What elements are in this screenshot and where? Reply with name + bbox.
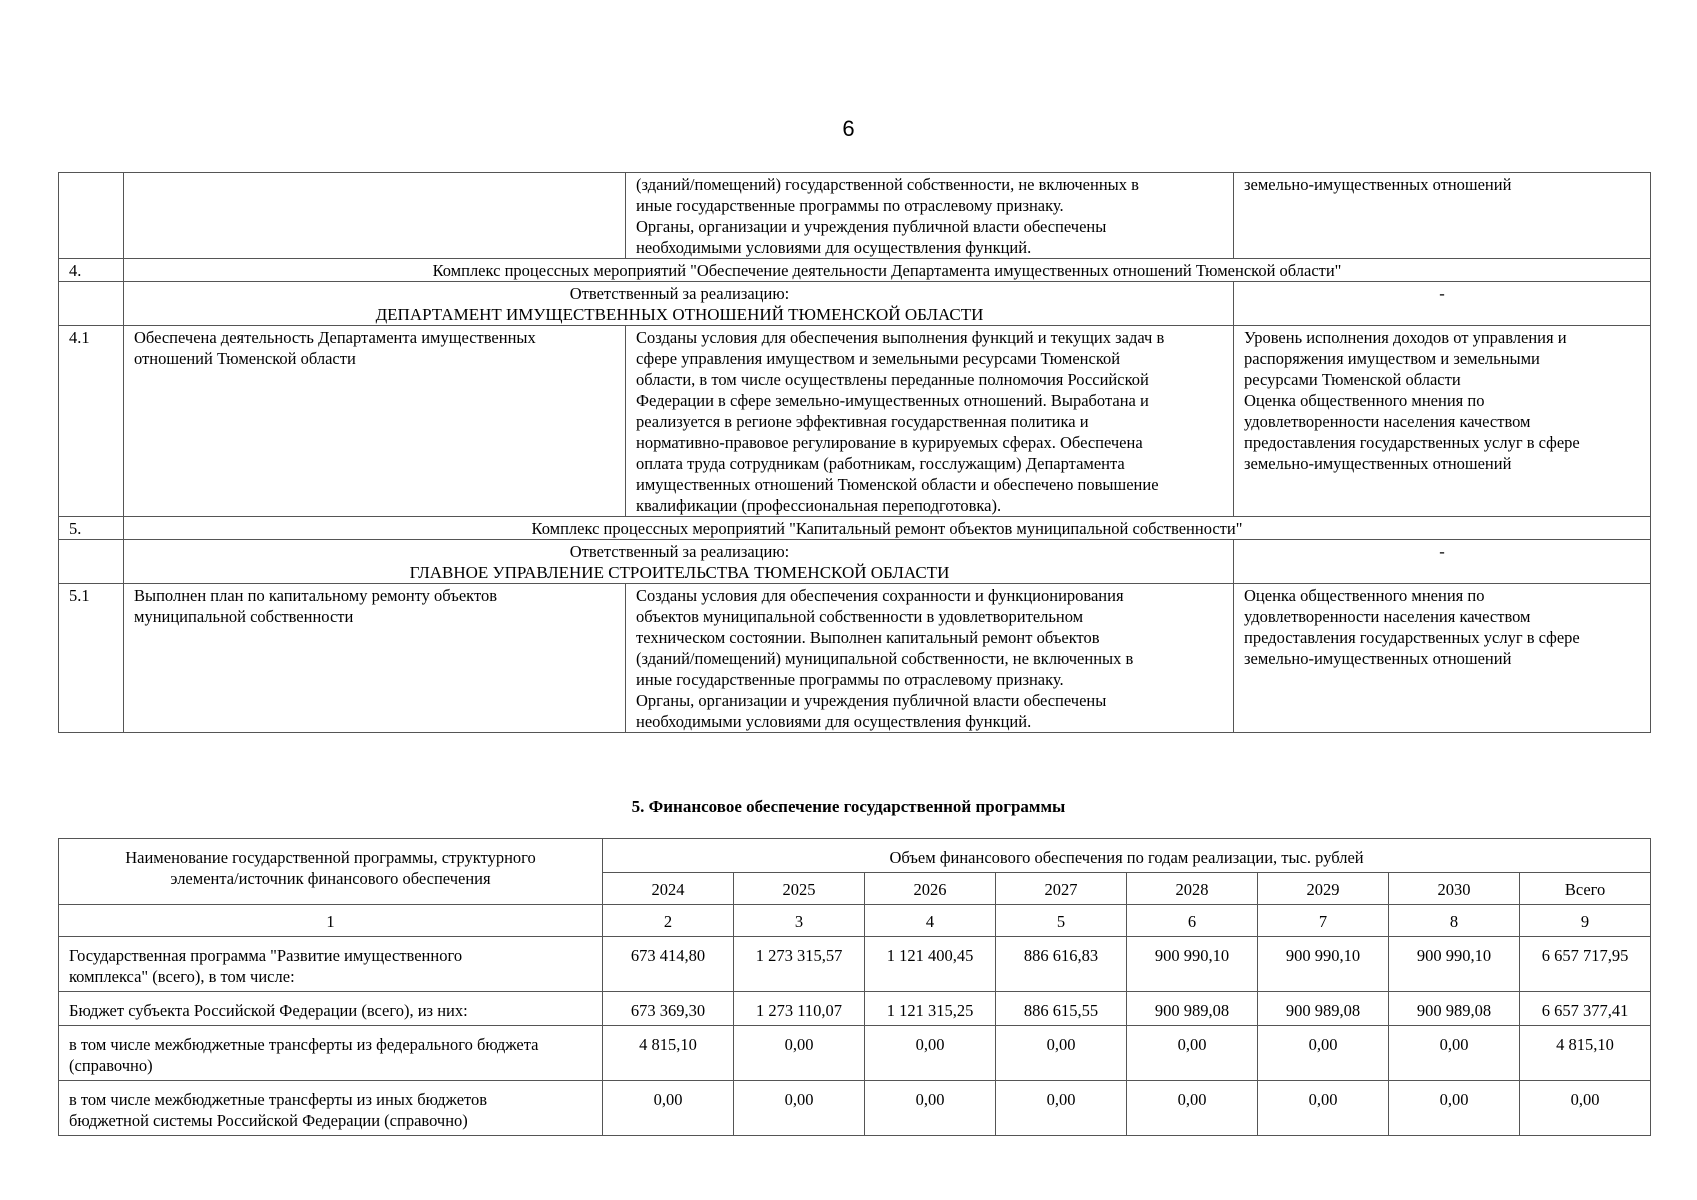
value-cell: 900 989,08 xyxy=(1127,992,1258,1026)
value-cell: 900 989,08 xyxy=(1389,992,1520,1026)
text-line: Бюджет субъекта Российской Федерации (всего), из них: xyxy=(69,1001,468,1020)
text-line: земельно-имущественных отношений xyxy=(1244,175,1512,194)
value-cell: 0,00 xyxy=(1389,1081,1520,1136)
text-line: Государственная программа "Развитие имущественного xyxy=(69,946,463,965)
header-volume-cell: Объем финансового обеспечения по годам реализации, тыс. рублей xyxy=(603,839,1651,873)
total-cell: 0,00 xyxy=(1520,1081,1651,1136)
column-index: 6 xyxy=(1127,905,1258,937)
table-row xyxy=(59,992,1651,1026)
text-line: реализуется в регионе эффективная государственная политика и xyxy=(636,412,1089,431)
value-cell: 0,00 xyxy=(1389,1026,1520,1081)
value-cell: 0,00 xyxy=(996,1026,1127,1081)
section-num: 4. xyxy=(59,259,124,282)
text-line: объектов муниципальной собственности в удовлетворительном xyxy=(636,607,1084,626)
text-line: Обеспечена деятельность Департамента имущественных xyxy=(134,328,536,347)
table-row xyxy=(59,173,1651,259)
value-cell: 0,00 xyxy=(734,1081,865,1136)
text-line: муниципальной собственности xyxy=(134,607,354,626)
value-cell: 673 369,30 xyxy=(603,992,734,1026)
effects-cell xyxy=(626,584,1234,733)
value-cell: 900 989,08 xyxy=(1258,992,1389,1026)
row-num: 5.1 xyxy=(59,584,124,733)
text-line: отношений Тюменской области xyxy=(134,349,356,368)
year-header: 2028 xyxy=(1127,873,1258,905)
finance-table xyxy=(58,838,1651,1136)
responsible-row xyxy=(59,540,1651,584)
text-line: нормативно-правовое регулирование в курируемых сферах. Обеспечена xyxy=(636,433,1143,452)
text-line: иные государственные программы по отраслевому признаку. xyxy=(636,196,1064,215)
row-label xyxy=(59,992,603,1026)
header-row xyxy=(59,839,1651,873)
text-line: распоряжения имуществом и земельными xyxy=(1244,349,1540,368)
term-cell: - xyxy=(1234,540,1651,584)
total-header: Всего xyxy=(1520,873,1651,905)
year-header: 2025 xyxy=(734,873,865,905)
text-line: Органы, организации и учреждения публичной власти обеспечены xyxy=(636,217,1107,236)
value-cell: 1 121 400,45 xyxy=(865,937,996,992)
task-cell xyxy=(124,584,626,733)
effects-cell xyxy=(626,173,1234,259)
section-title: Комплекс процессных мероприятий "Обеспечение деятельности Департамента имущественных отношений Тюменской области" xyxy=(124,259,1651,282)
column-index: 2 xyxy=(603,905,734,937)
year-header: 2026 xyxy=(865,873,996,905)
responsible-cell xyxy=(124,540,1234,584)
text-line: комплекса" (всего), в том числе: xyxy=(69,967,295,986)
section-row xyxy=(59,517,1651,540)
section-title: Комплекс процессных мероприятий "Капитальный ремонт объектов муниципальной собственности" xyxy=(124,517,1651,540)
value-cell: 1 121 315,25 xyxy=(865,992,996,1026)
responsible-label: Ответственный за реализацию: xyxy=(569,284,790,303)
text-line: Созданы условия для обеспечения выполнения функций и текущих задач в xyxy=(636,328,1165,347)
responsible-org: ДЕПАРТАМЕНТ ИМУЩЕСТВЕННЫХ ОТНОШЕНИЙ ТЮМЕНСКОЙ ОБЛАСТИ xyxy=(375,305,984,324)
text-line: сфере управления имуществом и земельными ресурсами Тюменской xyxy=(636,349,1121,368)
text-line: Выполнен план по капитальному ремонту объектов xyxy=(134,586,497,605)
column-index: 5 xyxy=(996,905,1127,937)
text-line: области, в том числе осуществлены переданные полномочия Российской xyxy=(636,370,1149,389)
value-cell: 900 990,10 xyxy=(1389,937,1520,992)
term-cell: - xyxy=(1234,282,1651,326)
num-cell xyxy=(59,282,124,326)
value-cell: 1 273 110,07 xyxy=(734,992,865,1026)
text-line: в том числе межбюджетные трансферты из иных бюджетов xyxy=(69,1090,488,1109)
header-name-cell xyxy=(59,839,603,905)
column-index: 4 xyxy=(865,905,996,937)
num-cell xyxy=(59,173,124,259)
text-line: в том числе межбюджетные трансферты из федерального бюджета xyxy=(69,1035,539,1054)
structural-elements-table xyxy=(58,172,1651,733)
section-row xyxy=(59,259,1651,282)
row-num: 4.1 xyxy=(59,326,124,517)
value-cell: 886 615,55 xyxy=(996,992,1127,1026)
text-line: земельно-имущественных отношений xyxy=(1244,649,1512,668)
year-header: 2027 xyxy=(996,873,1127,905)
text-line: Федерации в сфере земельно-имущественных отношений. Выработана и xyxy=(636,391,1149,410)
value-cell: 886 616,83 xyxy=(996,937,1127,992)
text-line: (зданий/помещений) государственной собственности, не включенных в xyxy=(636,175,1139,194)
text-line: предоставления государственных услуг в сфере xyxy=(1244,433,1580,452)
text-line: оплата труда сотрудникам (работникам, госслужащим) Департамента xyxy=(636,454,1125,473)
row-label xyxy=(59,1081,603,1136)
year-header: 2030 xyxy=(1389,873,1520,905)
value-cell: 0,00 xyxy=(603,1081,734,1136)
responsible-org: ГЛАВНОЕ УПРАВЛЕНИЕ СТРОИТЕЛЬСТВА ТЮМЕНСКОЙ ОБЛАСТИ xyxy=(409,563,950,582)
text-line: элемента/источник финансового обеспечения xyxy=(170,869,491,888)
responsible-row xyxy=(59,282,1651,326)
text-line: бюджетной системы Российской Федерации (справочно) xyxy=(69,1111,468,1130)
responsible-cell xyxy=(124,282,1234,326)
text-line: необходимыми условиями для осуществления функций. xyxy=(636,238,1032,257)
responsible-label: Ответственный за реализацию: xyxy=(569,542,790,561)
text-line: удовлетворенности населения качеством xyxy=(1244,412,1531,431)
indicators-cell xyxy=(1234,173,1651,259)
value-cell: 0,00 xyxy=(1127,1081,1258,1136)
column-index: 7 xyxy=(1258,905,1389,937)
total-cell: 6 657 717,95 xyxy=(1520,937,1651,992)
text-line: Оценка общественного мнения по xyxy=(1244,391,1485,410)
year-header: 2029 xyxy=(1258,873,1389,905)
column-index: 9 xyxy=(1520,905,1651,937)
table-row xyxy=(59,1026,1651,1081)
value-cell: 4 815,10 xyxy=(603,1026,734,1081)
text-line: Созданы условия для обеспечения сохранности и функционирования xyxy=(636,586,1124,605)
text-line: Органы, организации и учреждения публичной власти обеспечены xyxy=(636,691,1107,710)
row-label xyxy=(59,1026,603,1081)
section-num: 5. xyxy=(59,517,124,540)
text-line: квалификации (профессиональная переподготовка). xyxy=(636,496,1002,515)
total-cell: 4 815,10 xyxy=(1520,1026,1651,1081)
effects-cell xyxy=(626,326,1234,517)
text-line: земельно-имущественных отношений xyxy=(1244,454,1512,473)
text-line: (справочно) xyxy=(69,1056,153,1075)
page-number: 6 xyxy=(842,116,855,141)
table-row xyxy=(59,1081,1651,1136)
value-cell: 900 990,10 xyxy=(1127,937,1258,992)
section-heading: 5. Финансовое обеспечение государственной программы xyxy=(631,797,1066,816)
table-row xyxy=(59,326,1651,517)
num-cell xyxy=(59,540,124,584)
value-cell: 673 414,80 xyxy=(603,937,734,992)
column-index: 3 xyxy=(734,905,865,937)
value-cell: 0,00 xyxy=(734,1026,865,1081)
value-cell: 0,00 xyxy=(865,1026,996,1081)
text-line: Наименование государственной программы, структурного xyxy=(125,848,536,867)
value-cell: 1 273 315,57 xyxy=(734,937,865,992)
value-cell: 900 990,10 xyxy=(1258,937,1389,992)
total-cell: 6 657 377,41 xyxy=(1520,992,1651,1026)
table-row xyxy=(59,584,1651,733)
text-line: имущественных отношений Тюменской области и обеспечено повышение xyxy=(636,475,1159,494)
task-cell xyxy=(124,326,626,517)
indicators-cell xyxy=(1234,326,1651,517)
text-line: удовлетворенности населения качеством xyxy=(1244,607,1531,626)
text-line: предоставления государственных услуг в сфере xyxy=(1244,628,1580,647)
table-row xyxy=(59,937,1651,992)
value-cell: 0,00 xyxy=(865,1081,996,1136)
indicators-cell xyxy=(1234,584,1651,733)
text-line: ресурсами Тюменской области xyxy=(1244,370,1461,389)
value-cell: 0,00 xyxy=(1258,1081,1389,1136)
text-line: Оценка общественного мнения по xyxy=(1244,586,1485,605)
row-label xyxy=(59,937,603,992)
column-index: 1 xyxy=(59,905,603,937)
value-cell: 0,00 xyxy=(1127,1026,1258,1081)
text-line: необходимыми условиями для осуществления функций. xyxy=(636,712,1032,731)
value-cell: 0,00 xyxy=(1258,1026,1389,1081)
index-row xyxy=(59,905,1651,937)
text-line: иные государственные программы по отраслевому признаку. xyxy=(636,670,1064,689)
column-index: 8 xyxy=(1389,905,1520,937)
text-line: техническом состоянии. Выполнен капитальный ремонт объектов xyxy=(636,628,1100,647)
year-header: 2024 xyxy=(603,873,734,905)
text-line: Уровень исполнения доходов от управления и xyxy=(1244,328,1567,347)
value-cell: 0,00 xyxy=(996,1081,1127,1136)
text-line: (зданий/помещений) муниципальной собственности, не включенных в xyxy=(636,649,1134,668)
task-cell xyxy=(124,173,626,259)
